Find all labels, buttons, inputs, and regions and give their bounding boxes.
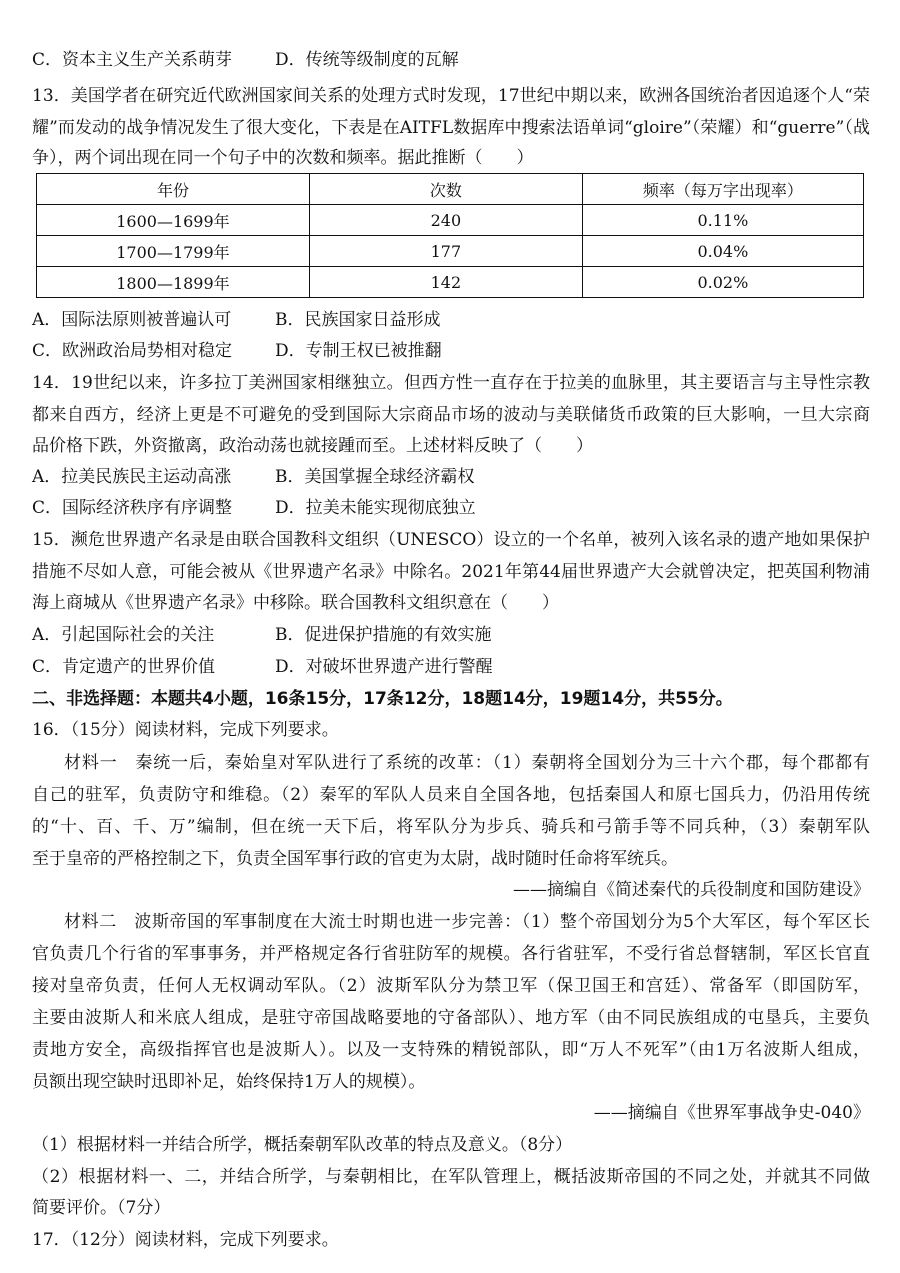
q16-source-1: ——摘编自《简述秦代的兵役制度和国防建设》	[513, 880, 870, 900]
q15-stem-line-2: 措施不尽如人意，可能会被从《世界遗产名录》中除名。2021年第44届世界遗产大会就曾决定，把英国利物浦	[32, 562, 870, 582]
q13-stem-line-3: 争），两个词出现在同一个句子中的次数和频率。据此推断（ ）	[32, 148, 534, 168]
table-cell: 240	[309, 205, 582, 236]
table-row	[37, 205, 864, 236]
table-cell: 177	[309, 236, 582, 267]
q16-material1-line-4: 至于皇帝的严格控制之下，负责全国军事行政的官吏为太尉，战时随时任命将军统兵。	[32, 849, 678, 869]
q15-option-c: C．肯定遗产的世界价值	[32, 657, 216, 677]
q16-material2-line-5: 责地方安全，高级指挥官也是波斯人）。以及一支特殊的精锐部队，即“万人不死军”（由1万名波斯人组成，	[32, 1040, 870, 1060]
q16-material2-line-1: 材料二 波斯帝国的军事制度在大流士时期也进一步完善：（1）整个帝国划分为5个大军区，每个军区长	[64, 912, 870, 932]
q16-question-2-line-2: 简要评价。（7分）	[32, 1198, 171, 1218]
q13-stem-line-2: 耀”而发动的战争情况发生了很大变化，下表是在AITFL数据库中搜索法语单词“gloire”（荣耀）和“guerre”（战	[32, 118, 870, 138]
q13-stem-line-1: 13．美国学者在研究近代欧洲国家间关系的处理方式时发现，17世纪中期以来，欧洲各国统治者因追逐个人“荣	[32, 86, 870, 106]
table-header-year: 年份	[37, 174, 310, 205]
q16-intro: 16．（15分）阅读材料，完成下列要求。	[32, 720, 339, 740]
table-cell: 1600—1699年	[37, 205, 310, 236]
q16-material1-line-3: 的“十、百、千、万”编制，但在统一天下后，将军队分为步兵、骑兵和弓箭手等不同兵种，（3）秦朝军队	[32, 817, 870, 837]
section-2-heading: 二、非选择题：本题共4小题，16条15分，17条12分，18题14分，19题14分，共55分。	[32, 689, 733, 709]
table-cell: 1700—1799年	[37, 236, 310, 267]
table-cell: 142	[309, 267, 582, 298]
table-row	[37, 236, 864, 267]
q16-material2-line-6: 员额出现空缺时迅即补足，始终保持1万人的规模）。	[32, 1072, 426, 1092]
q14-stem-line-2: 都来自西方，经济上更是不可避免的受到国际大宗商品市场的波动与美联储货币政策的巨大影响，一旦大宗商	[32, 405, 870, 425]
table-header-frequency: 频率（每万字出现率）	[582, 174, 863, 205]
q14-option-d: D．拉美未能实现彻底独立	[275, 498, 476, 518]
q16-source-2: ——摘编自《世界军事战争史-040》	[593, 1103, 870, 1123]
q16-question-1: （1）根据材料一并结合所学，概括秦朝军队改革的特点及意义。（8分）	[32, 1135, 573, 1155]
q14-stem-line-1: 14．19世纪以来，许多拉丁美洲国家相继独立。但西方性一直存在于拉美的血脉里，其主要语言与主导性宗教	[32, 373, 870, 393]
table-cell: 0.11%	[582, 205, 863, 236]
q12-option-d: D．传统等级制度的瓦解	[275, 50, 459, 70]
q16-material2-line-3: 接对皇帝负责，任何人无权调动军队。（2）波斯军队分为禁卫军（保卫国王和宫廷）、常备军（即国防军，	[32, 976, 870, 996]
q16-material1-line-2: 自己的驻军，负责防守和维稳。（2）秦军的军队人员来自全国各地，包括秦国人和原七国兵力，仍沿用传统	[32, 785, 870, 805]
q13-option-d: D．专制王权已被推翻	[275, 341, 442, 361]
q15-option-a: A．引起国际社会的关注	[32, 625, 215, 645]
q15-stem-line-1: 15．濒危世界遗产名录是由联合国教科文组织（UNESCO）设立的一个名单，被列入该名录的遗产地如果保护	[32, 530, 870, 550]
table-cell: 0.02%	[582, 267, 863, 298]
q17-intro: 17．（12分）阅读材料，完成下列要求。	[32, 1230, 339, 1250]
q14-option-a: A．拉美民族民主运动高涨	[32, 467, 232, 487]
q13-option-b: B．民族国家日益形成	[275, 310, 441, 330]
q15-option-b: B．促进保护措施的有效实施	[275, 625, 492, 645]
table-cell: 1800—1899年	[37, 267, 310, 298]
q15-stem-line-3: 海上商城从《世界遗产名录》中移除。联合国教科文组织意在（ ）	[32, 593, 559, 613]
q15-option-d: D．对破坏世界遗产进行警醒	[275, 657, 493, 677]
table-cell: 0.04%	[582, 236, 863, 267]
q14-option-b: B．美国掌握全球经济霸权	[275, 467, 475, 487]
q14-option-c: C．国际经济秩序有序调整	[32, 498, 233, 518]
table-header-row	[37, 174, 864, 205]
table-header-count: 次数	[309, 174, 582, 205]
q13-option-c: C．欧洲政治局势相对稳定	[32, 341, 233, 361]
q16-material2-line-4: 主要由波斯人和米底人组成，是驻守帝国战略要地的守备部队）、地方军（由不同民族组成的屯垦兵，主要负	[32, 1008, 870, 1028]
q13-data-table	[36, 173, 864, 298]
q16-material1-line-1: 材料一 秦统一后，秦始皇对军队进行了系统的改革：（1）秦朝将全国划分为三十六个郡，每个郡都有	[64, 753, 870, 773]
table-row	[37, 267, 864, 298]
q13-option-a: A．国际法原则被普遍认可	[32, 310, 232, 330]
q16-material2-line-2: 官负责几个行省的军事事务，并严格规定各行省驻防军的规模。各行省驻军，不受行省总督辖制，军区长官直	[32, 944, 870, 964]
q14-stem-line-3: 品价格下跌，外资撤离，政治动荡也就接踵而至。上述材料反映了（ ）	[32, 436, 593, 456]
q12-option-c: C．资本主义生产关系萌芽	[32, 50, 233, 70]
q16-question-2-line-1: （2）根据材料一、二，并结合所学，与秦朝相比，在军队管理上，概括波斯帝国的不同之处，并就其不同做	[32, 1167, 870, 1187]
